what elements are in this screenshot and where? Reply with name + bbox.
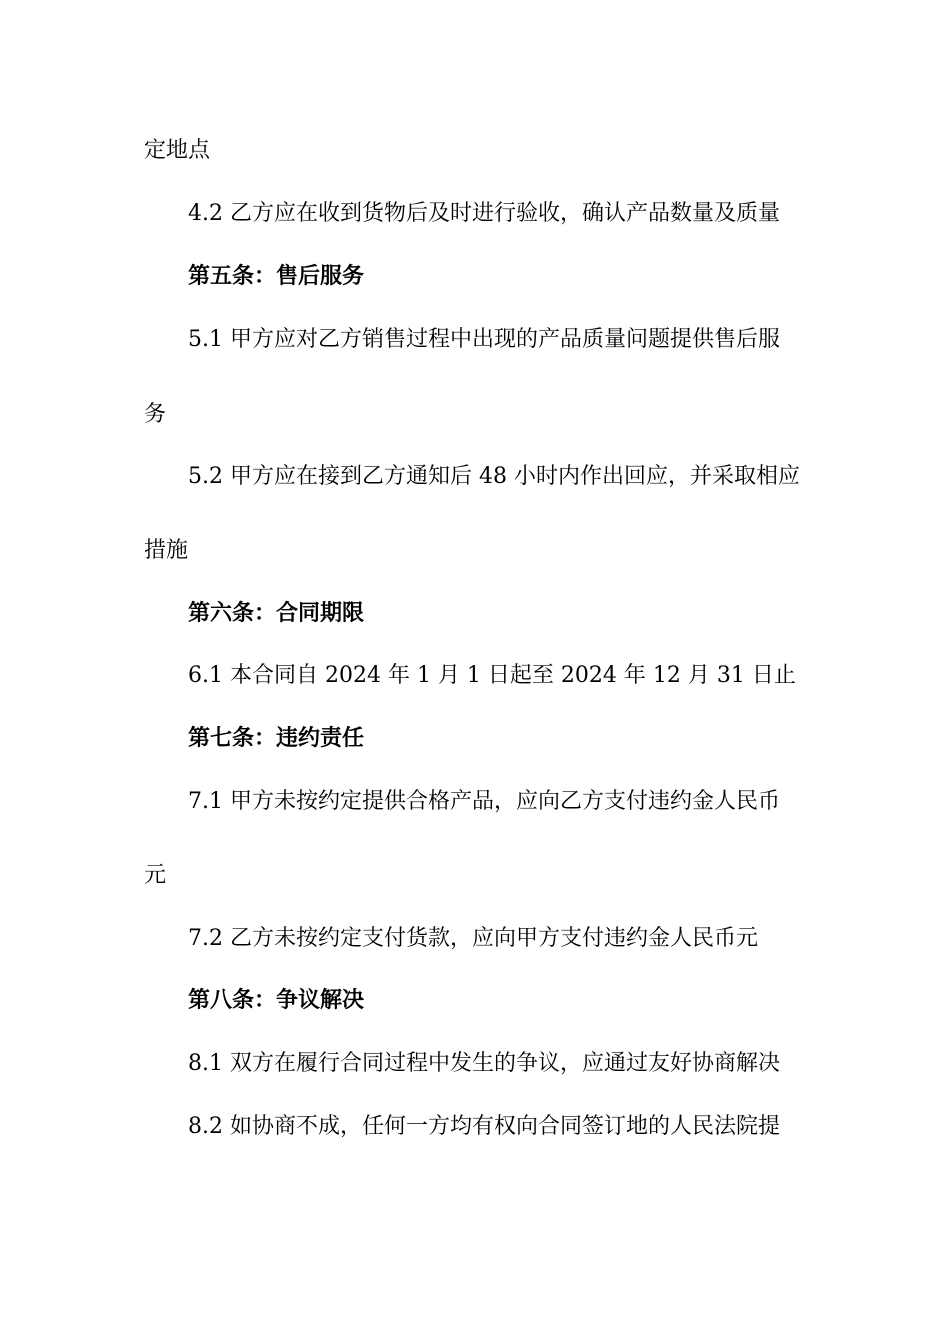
clause-5-1: 5.1 甲方应对乙方销售过程中出现的产品质量问题提供售后服: [188, 327, 780, 352]
clause-7-1: 7.1 甲方未按约定提供合格产品，应向乙方支付违约金人民币: [188, 789, 780, 814]
section-heading-6: 第六条：合同期限: [188, 601, 365, 626]
section-heading-5: 第五条：售后服务: [188, 264, 365, 289]
paragraph-continuation: 定地点: [144, 138, 211, 163]
clause-5-2: 5.2 甲方应在接到乙方通知后 48 小时内作出回应，并采取相应: [188, 464, 800, 489]
clause-6-1: 6.1 本合同自 2024 年 1 月 1 日起至 2024 年 12 月 31 日止: [188, 663, 796, 688]
clause-4-2: 4.2 乙方应在收到货物后及时进行验收，确认产品数量及质量: [188, 201, 780, 226]
section-heading-7: 第七条：违约责任: [188, 726, 365, 751]
section-heading-8: 第八条：争议解决: [188, 988, 365, 1013]
paragraph-continuation: 务: [144, 402, 167, 427]
clause-7-2: 7.2 乙方未按约定支付货款，应向甲方支付违约金人民币元: [188, 926, 758, 951]
clause-8-2: 8.2 如协商不成，任何一方均有权向合同签订地的人民法院提: [188, 1114, 780, 1139]
paragraph-continuation: 元: [144, 863, 167, 888]
paragraph-continuation: 措施: [144, 538, 189, 563]
clause-8-1: 8.1 双方在履行合同过程中发生的争议，应通过友好协商解决: [188, 1051, 780, 1076]
